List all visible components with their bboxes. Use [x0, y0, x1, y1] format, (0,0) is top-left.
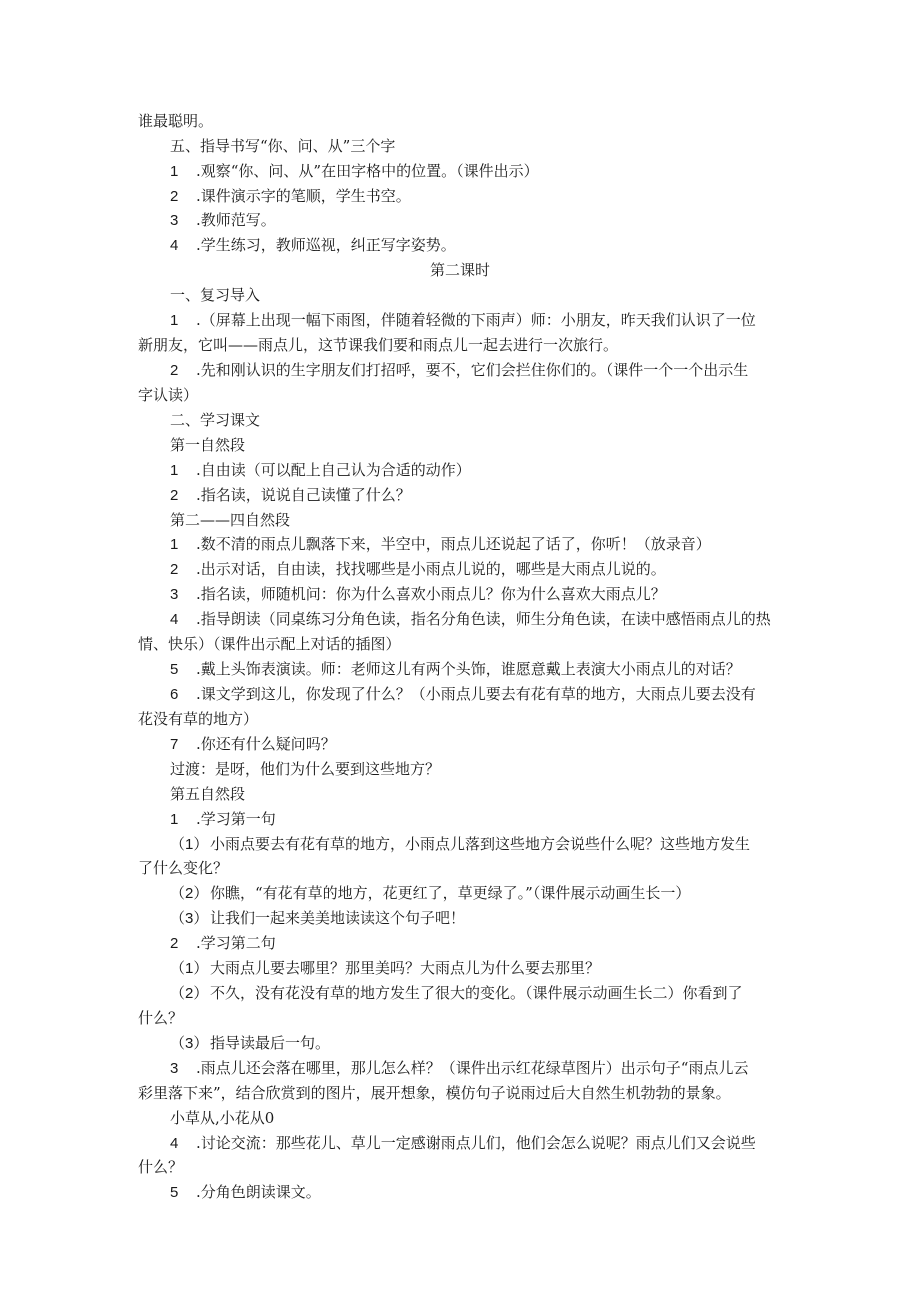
list-item: 6 .课文学到这儿，你发现了什么？（小雨点儿要去有花有草的地方，大雨点儿要去没有 [170, 685, 756, 703]
text-line: 彩里落下来”，结合欣赏到的图片，展开想象，模仿句子说雨过后大自然生机勃勃的景象。 [138, 1084, 731, 1102]
list-item: 2 .课件演示字的笔顺，学生书空。 [170, 187, 411, 205]
text-line: 什么？ [138, 1009, 184, 1027]
list-item: 5 .戴上头饰表演读。师：老师这儿有两个头饰，谁愿意戴上表演大小雨点儿的对话？ [170, 660, 741, 678]
list-item: 3 .教师范写。 [170, 211, 276, 229]
section-heading: 一、复习导入 [170, 286, 261, 304]
subsection-heading: 第五自然段 [170, 785, 246, 803]
sub-list-item: （1） 小雨点要去有花有草的地方，小雨点儿落到这些地方会说些什么呢？这些地方发生 [170, 835, 751, 853]
text-line: 新朋友，它叫——雨点儿，这节课我们要和雨点儿一起去进行一次旅行。 [138, 336, 619, 354]
sub-list-item: （3） 指导读最后一句。 [170, 1034, 331, 1052]
lesson-title: 第二课时 [429, 261, 490, 279]
sub-list-item: （2） 你瞧，“有花有草的地方，花更红了，草更绿了。”（课件展示动画生长一） [170, 884, 691, 902]
list-item: 4 .指导朗读（同桌练习分角色读，指名分角色读，师生分角色读，在读中感悟雨点儿的热 [170, 610, 771, 628]
list-item: 4 .学生练习，教师巡视，纠正写字姿势。 [170, 236, 456, 254]
section-heading: 二、学习课文 [170, 411, 261, 429]
subsection-heading: 第二——四自然段 [170, 511, 291, 529]
list-item: 7 .你还有什么疑问吗？ [170, 735, 336, 753]
sub-list-item: （3） 让我们一起来美美地读读这个句子吧！ [170, 909, 466, 927]
sub-list-item: （1） 大雨点儿要去哪里？那里美吗？大雨点儿为什么要去那里？ [170, 959, 601, 977]
section-heading: 五、指导书写“你、问、从”三个字 [170, 137, 396, 155]
list-item: 1 .观察“你、问、从”在田字格中的位置。（课件出示） [170, 162, 539, 180]
text-line: 什么？ [138, 1158, 184, 1176]
text-line: 了什么变化？ [138, 859, 229, 877]
text-line: 情、快乐）（课件出示配上对话的插图） [138, 635, 401, 653]
list-item: 5 .分角色朗读课文。 [170, 1183, 321, 1201]
text-line: 小草从,小花从0 [170, 1109, 275, 1127]
list-item: 2 .出示对话，自由读，找找哪些是小雨点儿说的，哪些是大雨点儿说的。 [170, 560, 666, 578]
list-item: 4 .讨论交流：那些花儿、草儿一定感谢雨点儿们，他们会怎么说呢？雨点儿们又会说些 [170, 1134, 756, 1152]
text-line: 字认读） [138, 386, 199, 404]
list-item: 3 .雨点儿还会落在哪里，那儿怎么样？（课件出示红花绿草图片）出示句子“雨点儿云 [170, 1059, 749, 1077]
text-line: 花没有草的地方） [138, 710, 259, 728]
list-item: 1 .（屏幕上出现一幅下雨图，伴随着轻微的下雨声）师：小朋友，昨天我们认识了一位 [170, 311, 756, 329]
list-item: 3 .指名读，师随机问：你为什么喜欢小雨点儿？你为什么喜欢大雨点儿？ [170, 585, 666, 603]
subsection-heading: 第一自然段 [170, 436, 246, 454]
list-item: 1 .自由读（可以配上自己认为合适的动作） [170, 461, 471, 479]
text-line: 过渡：是呀，他们为什么要到这些地方？ [170, 760, 441, 778]
list-item: 1 .数不清的雨点儿飘落下来，半空中，雨点儿还说起了话了，你听！（放录音） [170, 535, 711, 553]
text-line: 谁最聪明。 [138, 112, 214, 130]
list-item: 2 .学习第二句 [170, 934, 276, 952]
sub-list-item: （2） 不久，没有花没有草的地方发生了很大的变化。（课件展示动画生长二）你看到了 [170, 984, 743, 1002]
list-item: 2 .指名读，说说自己读懂了什么？ [170, 486, 411, 504]
list-item: 1 .学习第一句 [170, 810, 276, 828]
list-item: 2 .先和刚认识的生字朋友们打招呼，要不，它们会拦住你们的。（课件一个一个出示生 [170, 361, 749, 379]
